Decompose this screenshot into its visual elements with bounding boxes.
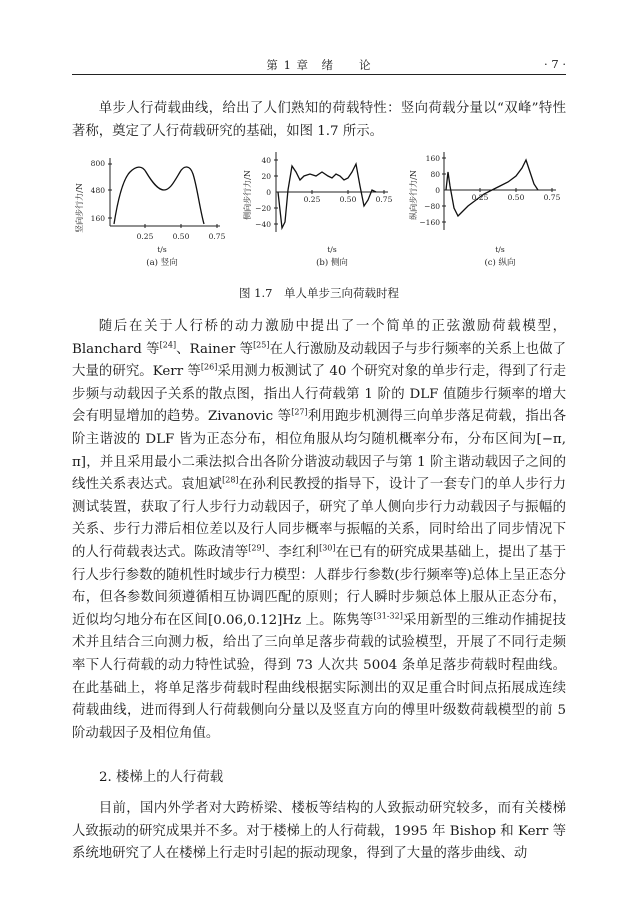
panel-a-ytick: 800	[90, 159, 105, 168]
text-run: 、Rainer 等	[176, 341, 254, 357]
panel-b-ytick: −40	[255, 220, 271, 229]
text-run: 在孙利民教授的指导下，设计了一套专门的单人步行力测试装置，获取了行人步行力动载因子，研究了单人侧向步行力动载因子与振幅的关系、步行力滞后相位差以及行人同步概率与振幅的关系，同时给出了同步情况下的人行荷载表达式。陈政清等	[72, 477, 567, 560]
panel-vertical	[72, 150, 232, 275]
panel-c-xtick: 0.75	[543, 193, 561, 202]
citation: [31-32]	[373, 611, 403, 621]
panel-c-sublabel: (c) 纵向	[484, 258, 516, 268]
citation: [28]	[222, 475, 239, 485]
panel-c-ytick: −80	[424, 202, 440, 211]
panel-c-xtick: 0.25	[471, 193, 489, 202]
page-number: · 7 ·	[544, 57, 566, 71]
section-heading: 2. 楼梯上的人行荷载	[99, 770, 224, 785]
panel-a-ytick: 160	[90, 214, 105, 223]
panel-c-xlabel: t/s	[495, 245, 505, 254]
text-run: 采用测力板测试了 40 个研究对象的单步行走，得到了行走步频与动载因子关系的散点图，指出人行荷载第 1 阶的 DLF 值随步行频率的增大会有明显增加的趋势。Zivanovic 等	[72, 364, 566, 425]
panel-b-ytick: 20	[261, 172, 271, 181]
panel-lateral	[240, 150, 400, 275]
panel-b-ytick: 40	[261, 156, 271, 165]
panel-c-ytick: 160	[425, 154, 440, 163]
text-run: 随后在关于人行桥的动力激励中提出了一个简单的正弦激励荷载模型，Blanchard 等	[72, 319, 566, 357]
body-paragraph-1	[72, 316, 566, 745]
panel-c-xtick: 0.50	[507, 193, 525, 202]
lateral-force-curve	[278, 164, 376, 228]
panel-b-ytick: −20	[255, 204, 271, 213]
panel-a-sublabel: (a) 竖向	[146, 258, 178, 268]
panel-b-ylabel: 侧向步行力/N	[243, 170, 252, 220]
panel-c-ytick: −160	[419, 218, 440, 227]
panel-b-ytick: 0	[266, 188, 271, 197]
panel-c-ytick: 0	[435, 186, 440, 195]
text-run: 在人行激励及动载因子与步行频率的关系上也做了大量的研究。Kerr 等	[72, 341, 566, 380]
citation: [25]	[253, 340, 270, 350]
text-run: 利用跑步机测得三向单步落足荷载，指出各阶主谐波的 DLF 皆为正态分布，相位角服从均匀随机概率分布，分布区间为[−π, π]，并且采用最小二乘法拟合出各阶分谐波动载因子与第 1 阶主谐动载因子之间的线性关系表达式。袁旭斌	[72, 409, 566, 493]
panel-a-xtick: 0.50	[172, 232, 190, 241]
panel-a-xtick: 0.75	[208, 232, 226, 241]
running-header	[72, 56, 566, 75]
panel-c-ytick: 80	[430, 170, 440, 179]
body-paragraph-2: 目前，国内外学者对大跨桥梁、楼板等结构的人致振动研究较多，而有关楼梯人致振动的研究成果并不多。对于楼梯上的人行荷载，1995 年 Bishop 和 Kerr 等系统地研究了人在楼梯上行走时引起的振动现象，得到了大量的落步曲线、动	[72, 801, 566, 862]
citation: [26]	[200, 362, 218, 372]
chapter-title: 第 1 章 绪 论	[266, 58, 372, 72]
panel-b-xtick: 0.50	[339, 195, 357, 204]
text-run: 采用新型的三维动作捕捉技术并且结合三向测力板，给出了三向单足落步荷载的试验模型，开展了不同行走频率下人行荷载的动力特性试验，得到 73 人次共 5004 条单足落步荷载时程曲线。在此基础上，将单足落步荷载时程曲线根据实际测出的双足重合时间点拓展成连续荷载曲线，进而得到人行荷载侧向分量以及竖直方向的傅里叶级数荷载模型的前 5 阶动载因子及相位角值。	[72, 612, 567, 741]
citation: [30]	[319, 543, 336, 553]
figure-caption: 图 1.7 单人单步三向荷载时程	[239, 286, 399, 300]
panel-b-sublabel: (b) 侧向	[316, 258, 348, 268]
citation: [27]	[291, 407, 308, 417]
text-run: 在已有的研究成果基础上，提出了基于行人步行参数的随机性时域步行力模型：人群步行参数(步行频率等)总体上呈正态分布，但各参数间须遵循相互协调匹配的原则；行人瞬时步频总体上服从正态分布，近似均匀地分布在区间[0.06,0.12]Hz 上。陈隽等	[72, 544, 567, 628]
panel-b-xtick: 0.75	[375, 195, 393, 204]
panel-a-xlabel: t/s	[157, 245, 167, 254]
panel-a-ylabel: 竖向步行力/N	[75, 183, 84, 233]
panel-b-xlabel: t/s	[327, 245, 337, 254]
text-run: 、李红利	[264, 544, 320, 560]
figure-1-7	[72, 150, 566, 275]
longitudinal-force-curve	[446, 160, 538, 216]
panel-a-xtick: 0.25	[136, 232, 154, 241]
citation: [29]	[248, 543, 265, 553]
panel-b-xtick: 0.25	[303, 195, 321, 204]
panel-c-ylabel: 纵向步行力/N	[409, 170, 418, 220]
intro-paragraph: 单步人行荷载曲线，给出了人们熟知的荷载特性：竖向荷载分量以“双峰”特性著称，奠定了人行荷载研究的基础，如图 1.7 所示。	[72, 101, 566, 139]
vertical-force-curve	[114, 167, 204, 224]
citation: [24]	[159, 340, 177, 350]
panel-longitudinal	[406, 150, 566, 275]
panel-a-ytick: 480	[90, 186, 105, 195]
